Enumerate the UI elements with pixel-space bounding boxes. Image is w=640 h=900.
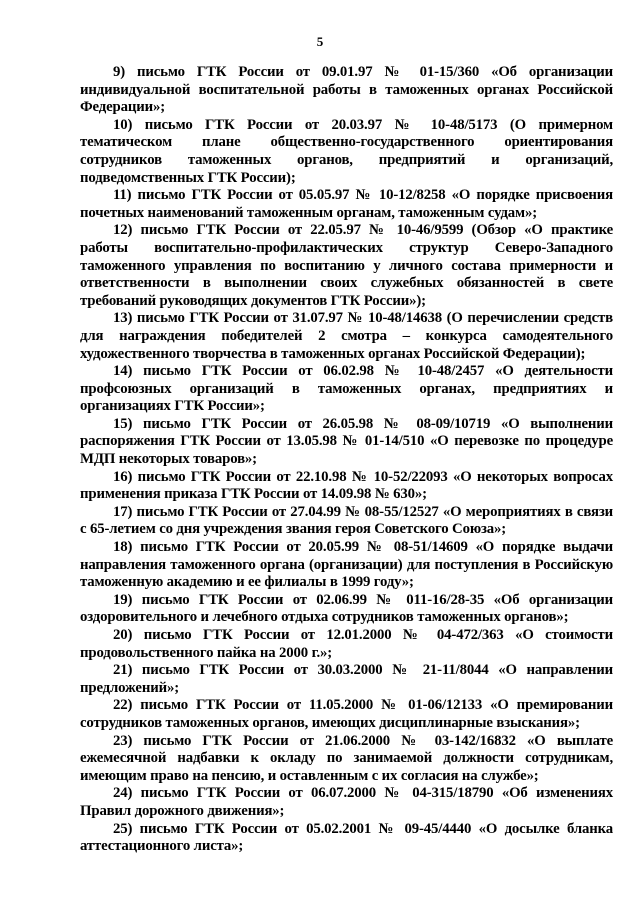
list-item: 17) письмо ГТК России от 27.04.99 № 08-55/12527 «О мероприятиях в связи с 65-летием со дня учреждения звания героя Советского Союза»;	[80, 503, 613, 538]
page-number: 5	[316, 34, 324, 49]
list-item: 15) письмо ГТК России от 26.05.98 № 08-09/10719 «О выполнении распоряжения ГТК России от 13.05.98 № 01-14/510 «О перевозке по процедуре МДП некоторых товаров»;	[80, 415, 613, 468]
list-item: 24) письмо ГТК России от 06.07.2000 № 04-315/18790 «Об изменениях Правил дорожного движения»;	[80, 785, 613, 819]
list-item: 25) письмо ГТК России от 05.02.2001 № 09-45/4440 «О досылке бланка аттестационного листа»;	[80, 820, 613, 855]
list-item: 9) письмо ГТК России от 09.01.97 № 01-15/360 «Об организации индивидуальной воспитательной работы в таможенных органах Российской Федерации»;	[80, 64, 613, 116]
letters-list	[80, 64, 613, 856]
list-item: 11) письмо ГТК России от 05.05.97 № 10-12/8258 «О порядке присвоения почетных наименований таможенным органам, таможенным судам»;	[80, 187, 613, 221]
list-item: 14) письмо ГТК России от 06.02.98 № 10-48/2457 «О деятельности профсоюзных организаций в таможенных органах, предприятиях и организациях ГТК России»;	[80, 363, 613, 415]
list-item: 12) письмо ГТК России от 22.05.97 № 10-46/9599 (Обзор «О практике работы воспитательно-профилактических структур Северо-Западного таможенного управления по воспитанию у личного состава примерности и ответственности в выполнении своих служебных обязанностей в свете требований руководящих документов ГТК России»);	[80, 222, 613, 309]
list-item: 16) письмо ГТК России от 22.10.98 № 10-52/22093 «О некоторых вопросах применения приказа ГТК России от 14.09.98 № 630»;	[80, 468, 613, 503]
list-item: 13) письмо ГТК России от 31.07.97 № 10-48/14638 (О перечислении средств для награждения победителей 2 смотра – конкурса самодеятельного художественного творчества в таможенных органах Российской Федерации);	[80, 310, 613, 362]
list-item: 22) письмо ГТК России от 11.05.2000 № 01-06/12133 «О премировании сотрудников таможенных органов, имеющих дисциплинарные взыскания»;	[80, 697, 613, 731]
list-item: 21) письмо ГТК России от 30.03.2000 № 21-11/8044 «О направлении предложений»;	[80, 662, 613, 696]
list-item: 19) письмо ГТК России от 02.06.99 № 011-16/28-35 «Об организации оздоровительного и лечебного отдыха сотрудников таможенных органов»;	[80, 591, 613, 626]
list-item: 18) письмо ГТК России от 20.05.99 № 08-51/14609 «О порядке выдачи направления таможенного органа (организации) для поступления в Российскую таможенную академию и ее филиалы в 1999 году»;	[80, 539, 613, 591]
list-item: 20) письмо ГТК России от 12.01.2000 № 04-472/363 «О стоимости продовольственного пайка на 2000 г.»;	[80, 627, 613, 661]
list-item: 10) письмо ГТК России от 20.03.97 № 10-48/5173 (О примерном тематическом плане общественно-государственного ориентирования сотрудников таможенных органов, предприятий и организаций, подведомственных ГТК России);	[80, 116, 613, 186]
list-item: 23) письмо ГТК России от 21.06.2000 № 03-142/16832 «О выплате ежемесячной надбавки к окладу по занимаемой должности сотрудникам, имеющим право на пенсию, и оставленным с их согласия на службе»;	[80, 732, 613, 784]
